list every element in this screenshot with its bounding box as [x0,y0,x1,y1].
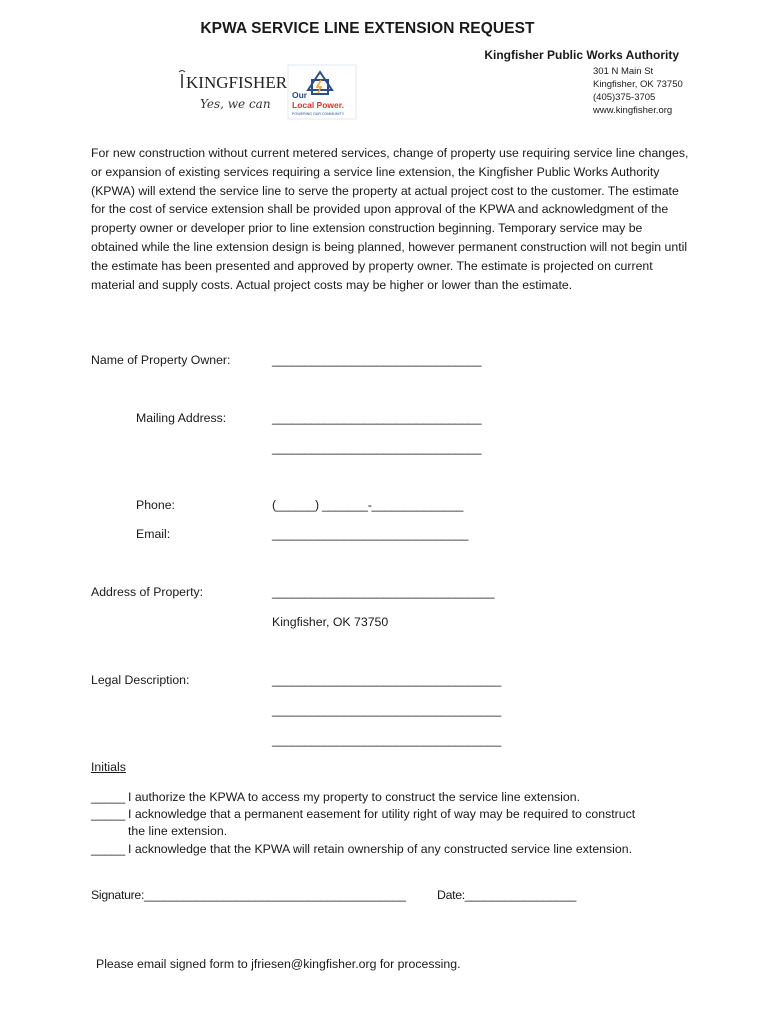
owner-label: Name of Property Owner: [91,353,231,367]
kingfisher-tagline: Yes, we can [200,97,271,111]
form-title: KPWA SERVICE LINE EXTENSION REQUEST [200,20,535,37]
legal-line-2[interactable]: ___________________________________ [272,703,501,717]
address-website: www.kingfisher.org [593,105,673,116]
ack-text-2a: I acknowledge that a permanent easement for utility right of way may be required to construct [128,807,636,821]
initials-blank-3[interactable]: _____ [91,842,126,856]
ack-item-2 [91,806,691,840]
date-line[interactable]: Date:_________________ [437,888,577,902]
ack-item-3 [91,841,691,858]
kingfisher-logo [178,64,363,120]
legal-line-3[interactable]: ___________________________________ [272,733,501,747]
svg-text:POWERING OUR COMMUNITY: POWERING OUR COMMUNITY [292,112,345,116]
mailing-line-1[interactable]: ________________________________ [272,411,482,425]
owner-line[interactable]: ________________________________ [272,353,482,367]
svg-text:Our: Our [292,90,308,100]
mailing-line-2[interactable]: ________________________________ [272,441,482,455]
antenna-icon [179,71,185,89]
legal-label: Legal Description: [91,673,190,687]
property-city: Kingfisher, OK 73750 [272,615,389,629]
address-phone: (405)375-3705 [593,92,656,103]
property-line[interactable]: __________________________________ [272,585,495,599]
ack-item-1 [91,789,691,806]
initials-heading: Initials [91,760,126,774]
mailing-label: Mailing Address: [136,411,227,425]
footer-instruction: Please email signed form to jfriesen@kingfisher.org for processing. [96,957,461,971]
kingfisher-wordmark: KINGFISHER [186,73,288,92]
local-power-logo [288,65,356,119]
email-line[interactable]: ______________________________ [272,527,469,541]
ack-text-1: I authorize the KPWA to access my property to construct the service line extension. [128,790,581,804]
address-street: 301 N Main St [593,66,654,77]
phone-label: Phone: [136,498,175,512]
legal-line-1[interactable]: ___________________________________ [272,673,501,687]
ack-text-3: I acknowledge that the KPWA will retain ownership of any constructed service line extension. [128,842,632,856]
initials-blank-2[interactable]: _____ [91,807,126,821]
property-label: Address of Property: [91,585,204,599]
svg-text:Local Power.: Local Power. [292,100,344,110]
phone-line[interactable]: (______) _______-______________ [272,498,464,512]
ack-text-2b: the line extension. [128,824,228,838]
intro-paragraph: For new construction without current metered services, change of property use requiring service line changes, or expansion of existing services requiring a service line extension, the Kingfisher Public Works Authority (KPWA) will extend the service line to serve the property at actual project cost to the customer. The estimate for the cost of service extension shall be provided upon approval of the KPWA and acknowledgment of the property owner or developer prior to line extension construction beginning. Temporary service may be obtained while the line extension design is being planned, however permanent construction will not begin until the estimate has been presented and approved by property owner. The estimate is projected on current material and supply costs. Actual project costs may be higher or lower than the estimate. [91,146,689,292]
initials-blank-1[interactable]: _____ [91,790,126,804]
org-name: Kingfisher Public Works Authority [484,48,679,62]
address-city: Kingfisher, OK 73750 [593,79,683,90]
email-label: Email: [136,527,171,541]
signature-line[interactable]: Signature:________________________________________ [91,888,406,902]
